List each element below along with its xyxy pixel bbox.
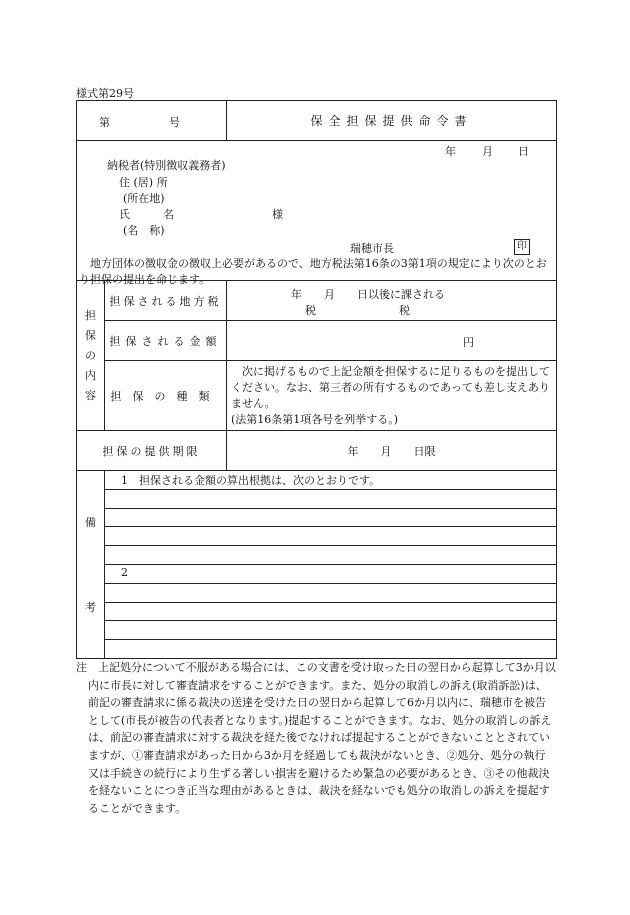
- collateral-side-label: [77, 281, 105, 431]
- remarks-line-1: [105, 471, 556, 490]
- deadline-label: 担保の提供期限: [77, 431, 227, 471]
- seal-mark: 印: [514, 239, 530, 255]
- type-text: 次に掲げるもので上記金額を担保するに足りるものを提出してください。なお、第三者の所有するものであっても差し支えありません。: [231, 364, 550, 410]
- tax-value-cell: [227, 281, 557, 321]
- addressee-row: [77, 141, 557, 281]
- side-char-3: の: [85, 348, 96, 362]
- amount-label: 担保される金額: [105, 321, 227, 361]
- remarks-line-6: [105, 565, 556, 584]
- address-label: 住 (居) 所: [119, 176, 168, 189]
- tax-type-right: 税: [399, 304, 410, 317]
- remarks-line-3: [105, 509, 556, 528]
- date-day: 日: [518, 145, 529, 158]
- tax-label: 担保される地方税: [105, 281, 227, 321]
- amount-unit: 円: [463, 336, 474, 349]
- side-char-4: 内: [85, 368, 96, 382]
- taxpayer-label: 納税者(特別徴収義務者): [107, 159, 226, 172]
- document-title: 保全担保提供命令書: [227, 101, 557, 141]
- deadline-value: 年 月 日限: [227, 431, 557, 471]
- document-number-cell: [77, 101, 227, 141]
- remarks-line-7: [105, 584, 556, 603]
- remarks-line-8: [105, 603, 556, 622]
- date-year: 年: [445, 145, 456, 158]
- addressee-cell: [77, 141, 557, 286]
- sama-label: 様: [272, 208, 283, 221]
- date-month: 月: [482, 145, 493, 158]
- remarks-lines: [105, 471, 557, 659]
- remarks-line-10: [105, 640, 556, 658]
- deadline-row: [77, 431, 557, 471]
- issuer-title: 瑞穂市長: [350, 242, 394, 255]
- name-label: 氏 名: [119, 208, 174, 221]
- remarks-line-2: [105, 490, 556, 509]
- appeal-notice: [76, 659, 556, 817]
- remarks-item-2: 2: [121, 565, 128, 579]
- form-number: 様式第29号: [76, 87, 134, 100]
- type-label: 担保の種類: [105, 361, 227, 431]
- remarks-line-5: [105, 546, 556, 565]
- tax-date-line: 年 月 日以後に課される: [291, 288, 445, 301]
- appeal-notice-text: 注 上記処分について不服がある場合には、この文書を受け取った日の翌日から起算して3か月以内に市長に対して審査請求をすることができます。また、処分の取消しの訴え(取消訴訟)は、前記の審査請求に係る裁決の送達を受けた日の翌日から起算して6か月以内に、瑞穂市を被告として(市長が被告の代表者となります。)提起することができます。なお、処分の取消しの訴えは、前記の審査請求に対する裁決を経た後でなければ提起することができないこととされていますが、①審査請求があった日から3か月を経過しても裁決がないとき、②処分、処分の執行又は手続きの続行により生ずる著しい損害を避けるため緊急の必要があるとき、③その他裁決を経ないことにつき正当な理由があるときは、裁決を経ないでも処分の取消しの訴えを提起することができます。: [76, 661, 556, 815]
- side-char-1: 担: [85, 308, 96, 322]
- type-note: (法第16条第1項各号を列挙する。): [231, 412, 399, 426]
- number-label-left: 第: [99, 116, 110, 129]
- remarks-char-bottom: 考: [85, 601, 96, 614]
- remarks-item-1: 1 担保される金額の算出根拠は、次のとおりです。: [121, 474, 381, 487]
- side-char-2: 保: [85, 328, 96, 342]
- collateral-type-row: [77, 361, 557, 431]
- type-value-cell: [227, 361, 557, 431]
- tax-type-left: 税: [305, 304, 316, 317]
- remarks-line-9: [105, 621, 556, 640]
- order-text: 地方団体の徴収金の徴収上必要があるので、地方税法第16条の3第1項の規定により次のとおり担保の提出を命じます。: [79, 257, 547, 286]
- entity-name-label: (名 称): [123, 224, 165, 237]
- number-label-right: 号: [169, 116, 180, 129]
- remarks-char-top: 備: [85, 516, 96, 529]
- remarks-line-4: [105, 527, 556, 546]
- remarks-side-label: [77, 471, 105, 659]
- order-form-table: [76, 100, 557, 659]
- collateral-amount-row: [77, 321, 557, 361]
- remarks-row: [77, 471, 557, 659]
- amount-value-cell: [227, 321, 557, 361]
- location-label: (所在地): [123, 192, 165, 205]
- header-row: [77, 101, 557, 141]
- side-char-5: 容: [85, 388, 96, 402]
